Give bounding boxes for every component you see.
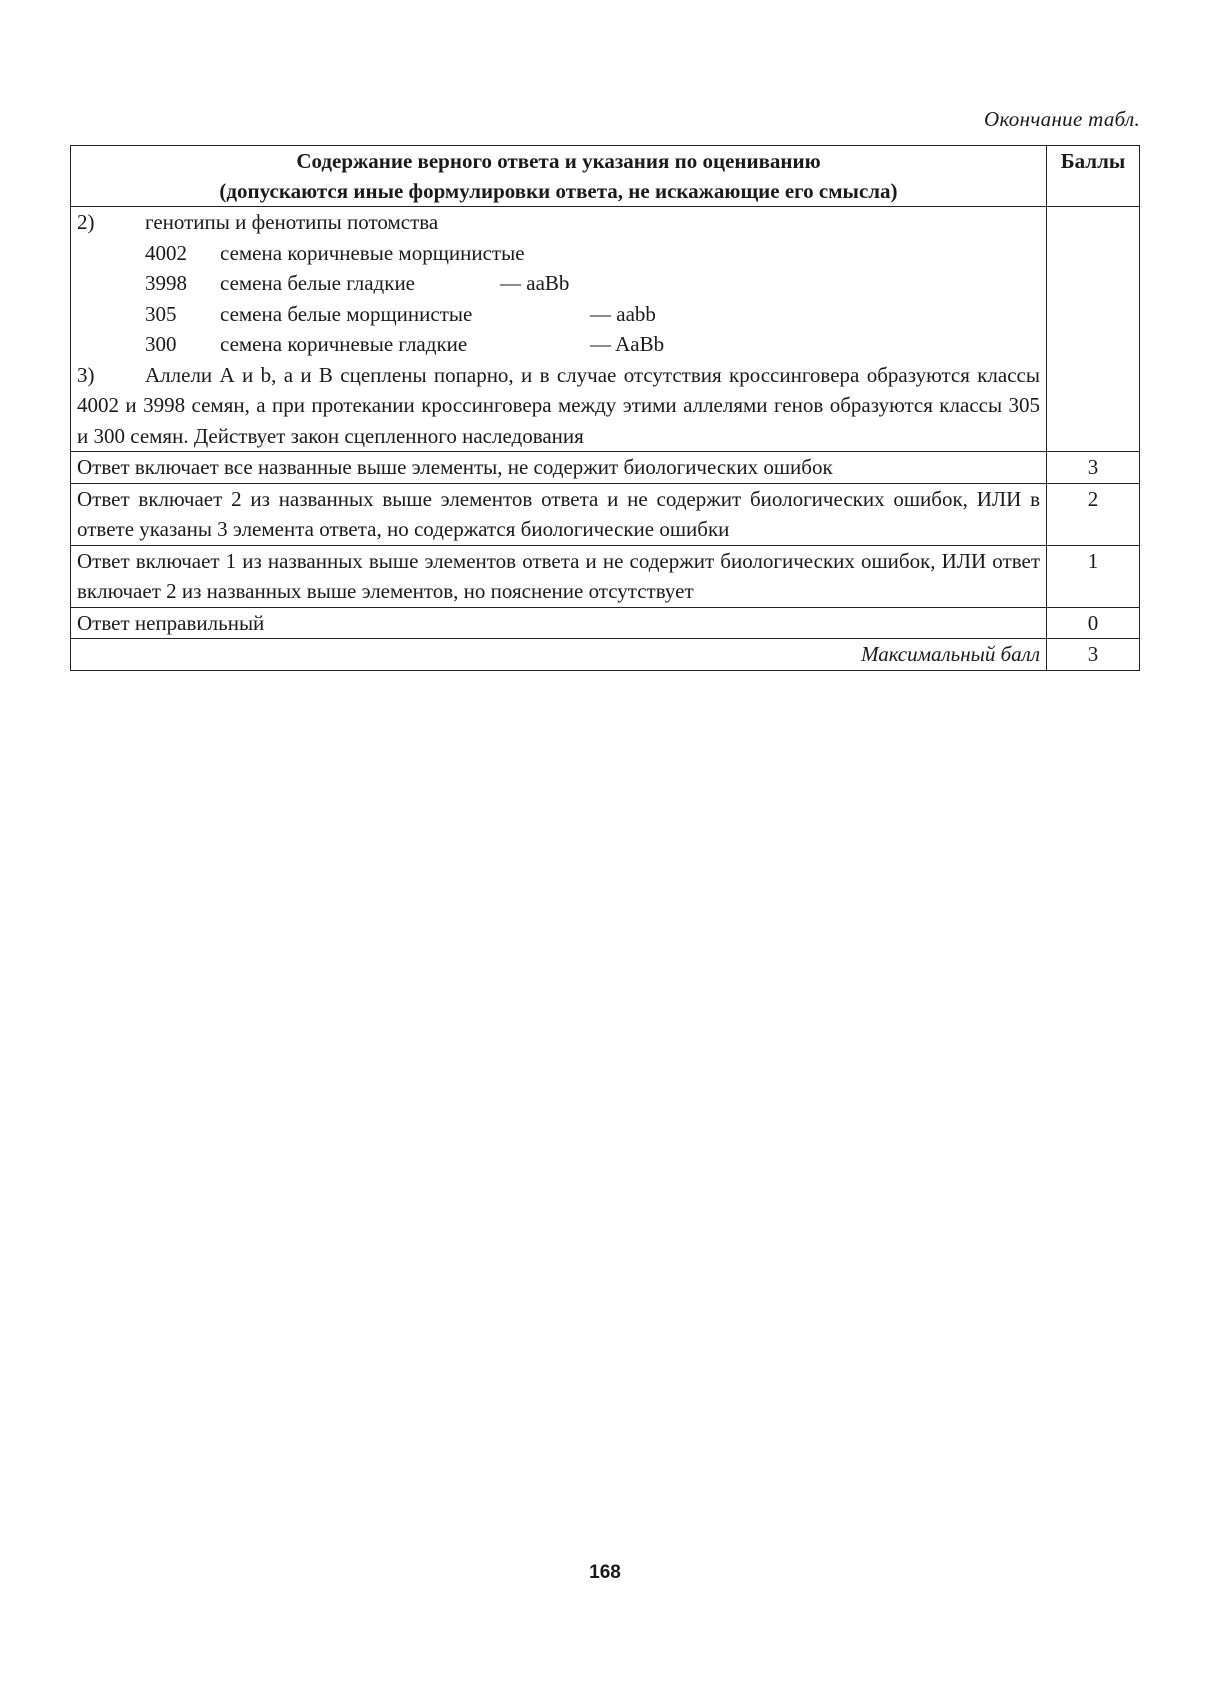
page-number: 168: [589, 1562, 621, 1583]
criterion-row: [71, 607, 1140, 639]
criterion-text: Ответ неправильный: [71, 607, 1047, 639]
offspring-row: [77, 238, 1040, 269]
header-points-column: Баллы: [1047, 146, 1140, 207]
criterion-row: [71, 545, 1140, 607]
criterion-text: Ответ включает 1 из названных выше элементов ответа и не содержит биологических ошибок, ИЛИ ответ включает 2 из названных выше элементов, но пояснение отсутствует: [71, 545, 1047, 607]
offspring-row: [77, 299, 1040, 330]
max-score-label: Максимальный балл: [71, 639, 1047, 671]
criterion-points: 3: [1047, 452, 1140, 484]
offspring-row: [77, 268, 1040, 299]
answer-elements-row: [71, 207, 1140, 452]
max-score-value: 3: [1047, 639, 1140, 671]
offspring-genotype: — aabb: [590, 301, 656, 326]
header-content-line-1: Содержание верного ответа и указания по оцениванию: [296, 149, 821, 173]
element-3-number: 3): [77, 362, 95, 387]
criterion-text: Ответ включает 2 из названных выше элементов ответа и не содержит биологических ошибок, ИЛИ в ответе указаны 3 элемента ответа, но содержатся биологические ошибки: [71, 483, 1047, 545]
max-score-row: [71, 639, 1140, 671]
offspring-phenotype: семена белые гладкие: [220, 271, 415, 295]
answer-elements-points-cell: [1047, 207, 1140, 452]
offspring-genotype: — AaBb: [590, 332, 665, 356]
offspring-count: 300: [145, 332, 177, 356]
element-2-title: [77, 207, 1040, 238]
grading-table: [70, 145, 1140, 671]
answer-elements-cell: [71, 207, 1047, 452]
element-3-paragraph: [77, 360, 1040, 452]
criterion-text: Ответ включает все названные выше элементы, не содержит биологических ошибок: [71, 452, 1047, 484]
offspring-count: 3998: [145, 271, 187, 295]
offspring-phenotype: семена коричневые гладкие: [220, 332, 468, 356]
continuation-caption: Окончание табл.: [984, 107, 1140, 131]
element-3-text: Аллели А и b, а и В сцеплены попарно, и в случае отсутствия кроссинговера образуются классы 4002 и 3998 семян, а при протекании кроссинговера между этими аллелями генов образуются классы 305 и 300 семян. Действует закон сцепленного наследования: [77, 362, 1040, 448]
offspring-phenotype: семена коричневые морщинистые: [220, 240, 525, 265]
criterion-row: [71, 452, 1140, 484]
table-header-row: [71, 146, 1140, 207]
offspring-phenotype: семена белые морщинистые: [220, 301, 473, 326]
criterion-points: 0: [1047, 607, 1140, 639]
header-content-line-2: (допускаются иные формулировки ответа, не искажающие его смысла): [219, 179, 898, 203]
offspring-genotype: — aaBb: [500, 271, 570, 295]
criterion-points: 2: [1047, 483, 1140, 545]
offspring-count: 305: [145, 301, 177, 326]
element-2-number: 2): [77, 210, 95, 234]
offspring-count: 4002: [145, 240, 187, 265]
offspring-row: [77, 329, 1040, 360]
criterion-row: [71, 483, 1140, 545]
element-2-title-text: генотипы и фенотипы потомства: [145, 210, 439, 234]
criterion-points: 1: [1047, 545, 1140, 607]
header-content-column: [71, 146, 1047, 207]
